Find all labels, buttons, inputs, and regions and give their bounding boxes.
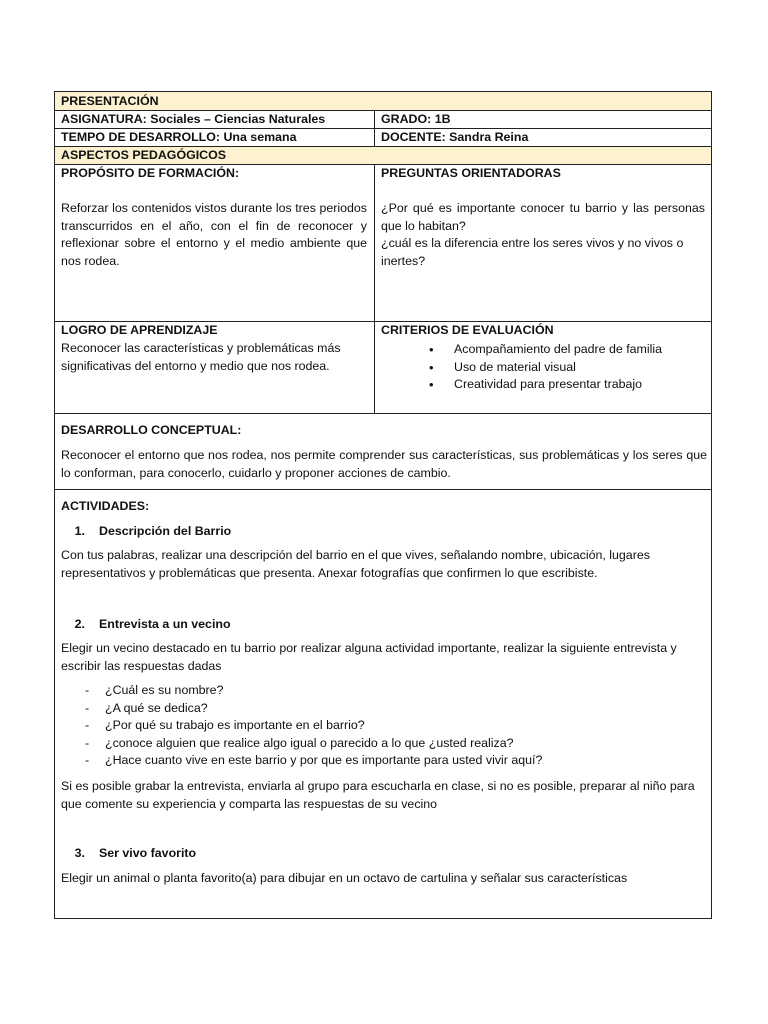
- entrevista-questions: [61, 682, 707, 770]
- actividad-1-text: Con tus palabras, realizar una descripción del barrio en el que vives, señalando nombre, ubicación, lugares representativos y problemáticas que presenta. Anexar fotografías que confirmen lo que escribiste.: [61, 548, 650, 580]
- pregunta-1: ¿Por qué es importante conocer tu barrio y las personas que lo habitan?: [381, 201, 705, 233]
- actividad-number: 3.: [74, 846, 85, 860]
- column-divider: [374, 110, 375, 146]
- proposito-title: PROPÓSITO DE FORMACIÓN:: [61, 166, 240, 180]
- actividades-title: ACTIVIDADES:: [61, 499, 150, 513]
- preguntas-title: PREGUNTAS ORIENTADORAS: [381, 166, 561, 180]
- docente-label: DOCENTE: Sandra Reina: [381, 130, 529, 144]
- proposito-text: Reforzar los contenidos vistos durante los tres periodos transcurridos en el año, con el fin de reconocer y reflexionar sobre el entorno y el medio ambiente que nos rodea.: [61, 201, 367, 268]
- criterio-item: • Creatividad para presentar trabajo: [381, 376, 711, 394]
- tiempo-label: TEMPO DE DESARROLLO: Una semana: [61, 130, 297, 144]
- divider: [55, 413, 711, 414]
- desarrollo-title: DESARROLLO CONCEPTUAL:: [61, 423, 242, 437]
- actividad-3-text: Elegir un animal o planta favorito(a) para dibujar en un octavo de cartulina y señalar sus características: [61, 871, 628, 885]
- entrevista-question: - ¿Cuál es su nombre?: [61, 682, 707, 700]
- actividad-3-title: Ser vivo favorito: [99, 846, 197, 860]
- logro-title: LOGRO DE APRENDIZAJE: [61, 323, 218, 337]
- aspectos-heading: ASPECTOS PEDAGÓGICOS: [61, 148, 227, 162]
- desarrollo-text: Reconocer el entorno que nos rodea, nos permite comprender sus características, sus problemáticas y los seres que lo conforman, para conocerlo, cuidarlo y proponer acciones de cambio.: [61, 448, 707, 480]
- actividad-number: 1.: [74, 524, 85, 538]
- actividad-2-closing: Si es posible grabar la entrevista, enviarla al grupo para escucharla en clase, si no es posible, preparar al niño para que comente su experiencia y comparta las respuestas de su vecino: [61, 779, 695, 811]
- criterios-title: CRITERIOS DE EVALUACIÓN: [381, 323, 554, 337]
- actividad-2-heading: [61, 616, 231, 634]
- actividad-number: 2.: [74, 617, 85, 631]
- grado-label: GRADO: 1B: [381, 112, 451, 126]
- entrevista-question: - ¿A qué se dedica?: [61, 700, 707, 718]
- actividad-1-title: Descripción del Barrio: [99, 524, 232, 538]
- actividad-1-heading: [61, 523, 231, 541]
- entrevista-question: - ¿conoce alguien que realice algo igual o parecido a lo que ¿usted realiza?: [61, 735, 707, 753]
- criterio-item: • Acompañamiento del padre de familia: [381, 341, 711, 359]
- actividad-3-heading: [61, 845, 196, 863]
- presentacion-heading: PRESENTACIÓN: [61, 94, 159, 108]
- entrevista-question: - ¿Por qué su trabajo es importante en el barrio?: [61, 717, 707, 735]
- asignatura-label: ASIGNATURA: Sociales – Ciencias Naturales: [61, 112, 326, 126]
- logro-text: Reconocer las características y problemáticas más significativas del entorno y medio que nos rodea.: [61, 341, 341, 373]
- entrevista-question: - ¿Hace cuanto vive en este barrio y por que es importante para usted vivir aquí?: [61, 752, 707, 770]
- divider: [55, 489, 711, 490]
- pregunta-2: ¿cuál es la diferencia entre los seres vivos y no vivos o inertes?: [381, 236, 684, 268]
- actividad-2-intro: Elegir un vecino destacado en tu barrio por realizar alguna actividad importante, realizar la siguiente entrevista y escribir las respuestas dadas: [61, 641, 677, 673]
- actividad-2-title: Entrevista a un vecino: [99, 617, 231, 631]
- criterio-item: • Uso de material visual: [381, 359, 711, 377]
- column-divider: [374, 164, 375, 413]
- criterios-list: [381, 341, 711, 394]
- lesson-plan-table: [54, 91, 712, 919]
